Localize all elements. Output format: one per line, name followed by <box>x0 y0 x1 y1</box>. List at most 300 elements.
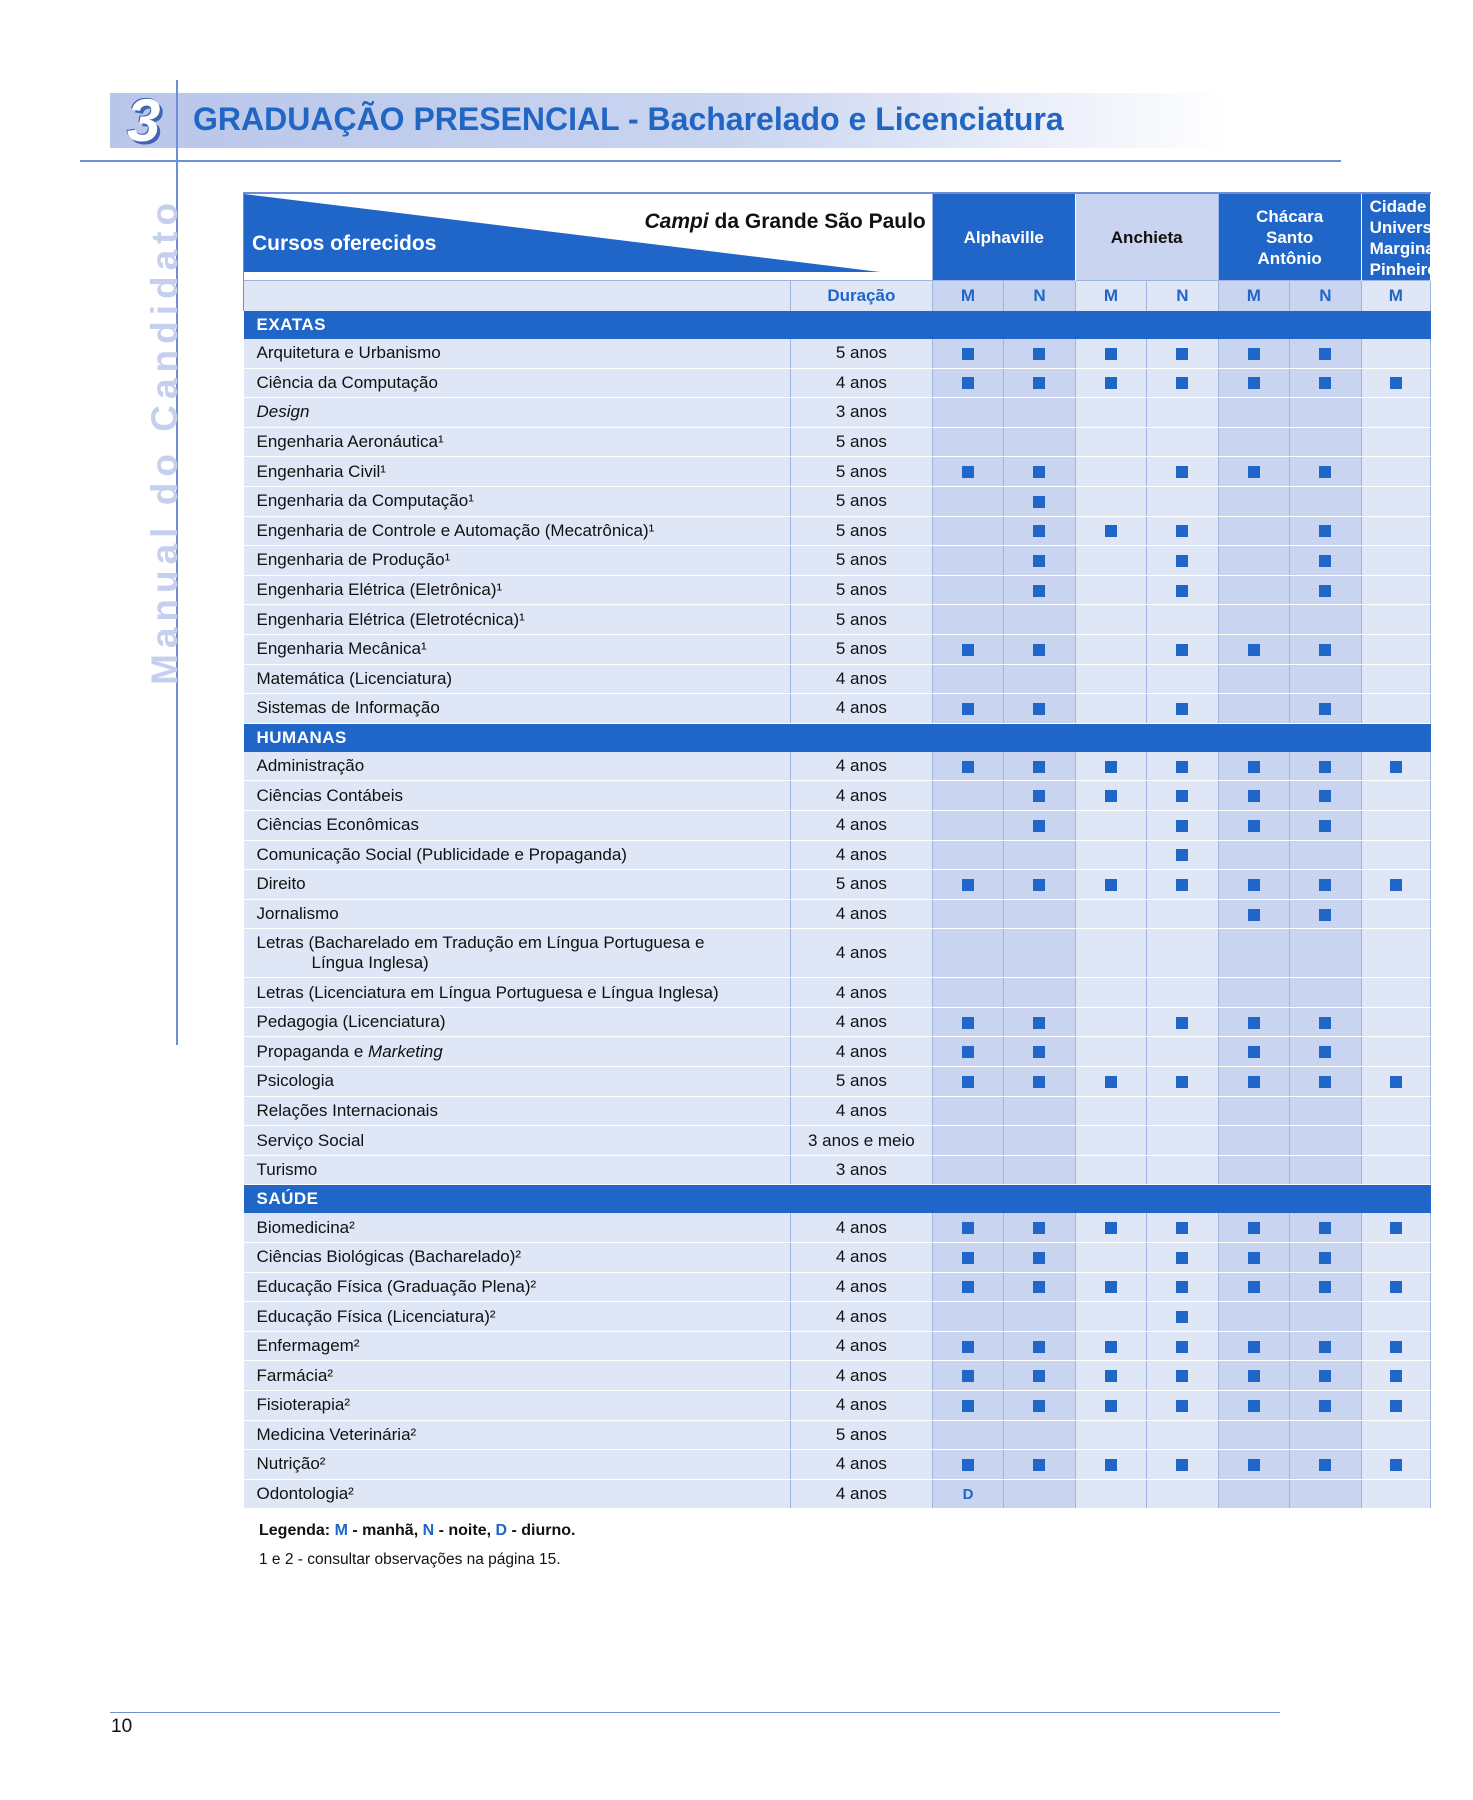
shift-cell <box>1361 398 1430 428</box>
shift-cell <box>1218 1331 1289 1361</box>
offered-marker-icon <box>1105 761 1117 773</box>
shift-cell <box>1218 486 1289 516</box>
course-name: Psicologia <box>256 1071 334 1091</box>
offered-marker-icon <box>1105 1076 1117 1088</box>
courses-offered-label: Cursos oferecidos <box>252 232 437 255</box>
offered-marker-icon <box>962 466 974 478</box>
course-name-cell <box>244 605 791 635</box>
shift-cell <box>1147 1331 1218 1361</box>
course-name-cell <box>244 1067 791 1097</box>
course-name-cell <box>244 870 791 900</box>
shift-cell <box>1218 899 1289 929</box>
shift-cell <box>1218 929 1289 978</box>
offered-marker-icon <box>1105 1459 1117 1471</box>
shift-cell <box>932 694 1003 724</box>
shift-cell <box>1075 368 1146 398</box>
offered-marker-icon <box>1176 348 1188 360</box>
legend-m-text: - manhã, <box>347 1522 423 1539</box>
shift-cell <box>1004 899 1075 929</box>
table-row <box>244 1331 1431 1361</box>
footer-divider <box>110 1712 1280 1713</box>
duration-cell: 5 anos <box>790 486 932 516</box>
table-row <box>244 752 1431 781</box>
shift-cell <box>1361 1479 1430 1509</box>
offered-marker-icon <box>962 1281 974 1293</box>
shift-cell <box>932 1155 1003 1185</box>
course-name: Engenharia de Produção¹ <box>256 550 451 570</box>
duration-cell: 4 anos <box>790 752 932 781</box>
shift-cell <box>1075 810 1146 840</box>
offered-marker-icon <box>1319 909 1331 921</box>
offered-marker-icon <box>962 1341 974 1353</box>
shift-cell <box>1004 1479 1075 1509</box>
shift-cell <box>1290 1420 1361 1450</box>
shift-cell <box>1147 752 1218 781</box>
shift-cell <box>932 339 1003 368</box>
offered-marker-icon <box>962 644 974 656</box>
shift-cell <box>932 398 1003 428</box>
shift-cell <box>932 605 1003 635</box>
table-row <box>244 1272 1431 1302</box>
shift-cell <box>1290 427 1361 457</box>
duration-cell: 4 anos <box>790 664 932 694</box>
table-row <box>244 1243 1431 1273</box>
shift-cell <box>932 929 1003 978</box>
shift-cell <box>932 1243 1003 1273</box>
offered-marker-icon <box>1319 1076 1331 1088</box>
legend-label: Legenda: <box>259 1522 331 1539</box>
shift-cell <box>1075 605 1146 635</box>
shift-cell <box>1075 546 1146 576</box>
offered-marker-icon <box>1033 1252 1045 1264</box>
offered-marker-icon <box>962 1459 974 1471</box>
shift-cell <box>1361 978 1430 1008</box>
shift-cell <box>1147 781 1218 811</box>
course-name-cell <box>244 1126 791 1156</box>
duration-cell: 5 anos <box>790 634 932 664</box>
duration-cell: 4 anos <box>790 1272 932 1302</box>
duration-cell: 4 anos <box>790 368 932 398</box>
course-name: Ciência da Computação <box>256 372 438 392</box>
campus-cidade-line: Marginal <box>1369 239 1440 258</box>
shift-cell <box>1361 1213 1430 1242</box>
table-row <box>244 1361 1431 1391</box>
shift-cell <box>1290 694 1361 724</box>
offered-marker-icon <box>962 879 974 891</box>
shift-cell <box>1290 929 1361 978</box>
offered-marker-icon <box>1176 555 1188 567</box>
offered-marker-icon <box>1105 879 1117 891</box>
shift-cell <box>932 1331 1003 1361</box>
campus-header-alphaville: Alphaville <box>932 193 1075 281</box>
shift-cell <box>932 1037 1003 1067</box>
offered-marker-icon <box>1390 1400 1402 1412</box>
shift-cell <box>1361 1302 1430 1332</box>
shift-cell <box>1290 1067 1361 1097</box>
offered-marker-icon <box>1248 1252 1260 1264</box>
course-name-cell <box>244 810 791 840</box>
shift-cell <box>1004 752 1075 781</box>
shift-cell <box>1218 840 1289 870</box>
shift-cell <box>932 1450 1003 1480</box>
shift-cell <box>1147 516 1218 546</box>
sidebar-label-text: Manual do Candidato <box>144 196 185 685</box>
course-name-cell <box>244 1213 791 1242</box>
shift-cell <box>1075 1213 1146 1242</box>
shift-cell <box>1290 899 1361 929</box>
course-name-cell <box>244 486 791 516</box>
shift-cell <box>1361 1155 1430 1185</box>
shift-cell <box>932 840 1003 870</box>
offered-marker-icon <box>1176 849 1188 861</box>
campus-header-cidade-universitaria <box>1361 193 1473 281</box>
shift-cell <box>1147 1213 1218 1242</box>
course-name-cell <box>244 752 791 781</box>
offered-marker-icon <box>1105 1341 1117 1353</box>
duration-cell: 5 anos <box>790 605 932 635</box>
offered-marker-icon <box>1033 1400 1045 1412</box>
duration-cell: 5 anos <box>790 339 932 368</box>
course-name-cell <box>244 1420 791 1450</box>
offered-marker-icon <box>962 1076 974 1088</box>
shift-cell <box>1004 1420 1075 1450</box>
offered-marker-icon <box>1033 1017 1045 1029</box>
offered-marker-icon <box>1390 1341 1402 1353</box>
offered-marker-icon <box>1248 1400 1260 1412</box>
shift-cell <box>1075 664 1146 694</box>
course-name-cell <box>244 1272 791 1302</box>
offered-marker-icon <box>1105 790 1117 802</box>
offered-marker-icon <box>1176 1281 1188 1293</box>
shift-cell <box>1290 1126 1361 1156</box>
shift-cell <box>932 486 1003 516</box>
shift-cell <box>1361 634 1430 664</box>
duration-cell: 4 anos <box>790 899 932 929</box>
courses-table-wrapper <box>243 192 1473 1509</box>
shift-cell <box>1004 605 1075 635</box>
table-row <box>244 1067 1431 1097</box>
offered-marker-icon <box>1248 820 1260 832</box>
shift-cell <box>932 978 1003 1008</box>
offered-marker-icon <box>1033 585 1045 597</box>
table-row <box>244 1450 1431 1480</box>
duration-cell: 4 anos <box>790 1096 932 1126</box>
offered-marker-icon <box>1033 1046 1045 1058</box>
offered-marker-icon <box>1248 1017 1260 1029</box>
table-row <box>244 1420 1431 1450</box>
shift-cell <box>1075 1331 1146 1361</box>
duration-header: Duração <box>790 281 932 312</box>
shift-cell <box>1361 427 1430 457</box>
section-number: 3 <box>127 87 161 154</box>
shift-cell <box>1361 1272 1430 1302</box>
shift-cell <box>1290 1007 1361 1037</box>
shift-cell <box>1004 1155 1075 1185</box>
duration-cell: 5 anos <box>790 870 932 900</box>
sidebar-label <box>145 185 185 685</box>
shift-cell <box>1004 516 1075 546</box>
shift-cell <box>1218 605 1289 635</box>
offered-marker-icon <box>1390 761 1402 773</box>
offered-marker-icon <box>1033 377 1045 389</box>
shift-cell <box>1075 1420 1146 1450</box>
shift-cell <box>1290 634 1361 664</box>
shift-cell <box>1147 634 1218 664</box>
shift-cell <box>1075 575 1146 605</box>
offered-marker-icon <box>962 703 974 715</box>
shift-cell <box>1290 486 1361 516</box>
shift-cell <box>1361 1361 1430 1391</box>
shift-cell <box>1004 457 1075 487</box>
offered-marker-icon <box>1390 377 1402 389</box>
offered-marker-icon <box>1176 525 1188 537</box>
offered-marker-icon <box>1319 555 1331 567</box>
offered-marker-icon <box>1033 1370 1045 1382</box>
shift-cell <box>1004 546 1075 576</box>
offered-marker-icon <box>1176 703 1188 715</box>
shift-cell <box>1004 870 1075 900</box>
shift-cell <box>1147 929 1218 978</box>
offered-marker-icon <box>962 1017 974 1029</box>
shift-header: M <box>1361 281 1430 312</box>
offered-marker-icon <box>1390 1076 1402 1088</box>
shift-cell <box>1075 694 1146 724</box>
shift-cell <box>932 1391 1003 1421</box>
shift-cell <box>1290 457 1361 487</box>
shift-cell <box>1147 899 1218 929</box>
shift-cell <box>1147 1302 1218 1332</box>
course-name: Engenharia Aeronáutica¹ <box>256 432 444 452</box>
shift-cell <box>1075 752 1146 781</box>
shift-cell <box>1218 1096 1289 1126</box>
shift-cell <box>1075 1067 1146 1097</box>
page-number: 10 <box>111 1716 133 1737</box>
shift-cell <box>1147 810 1218 840</box>
table-corner-header <box>244 193 933 281</box>
shift-cell <box>1290 1302 1361 1332</box>
section-header-row <box>244 723 1431 752</box>
table-header-shifts <box>244 281 1431 312</box>
section-header-row <box>244 1185 1431 1214</box>
offered-marker-icon <box>1248 1341 1260 1353</box>
legend-m-key: M <box>334 1522 348 1539</box>
table-row <box>244 1302 1431 1332</box>
shift-cell <box>1075 457 1146 487</box>
offered-marker-icon <box>962 1252 974 1264</box>
shift-cell <box>932 1067 1003 1097</box>
shift-cell <box>932 1420 1003 1450</box>
table-row <box>244 840 1431 870</box>
duration-cell: 4 anos <box>790 1213 932 1242</box>
table-row <box>244 1126 1431 1156</box>
shift-cell <box>1218 1272 1289 1302</box>
shift-cell <box>1290 810 1361 840</box>
shift-cell <box>932 1302 1003 1332</box>
offered-marker-icon <box>1319 1341 1331 1353</box>
course-name: Nutrição² <box>256 1454 326 1474</box>
shift-cell <box>1075 1272 1146 1302</box>
shift-cell <box>1290 1361 1361 1391</box>
offered-marker-icon <box>1319 377 1331 389</box>
shift-header: N <box>1147 281 1218 312</box>
shift-cell <box>1361 516 1430 546</box>
duration-cell: 4 anos <box>790 978 932 1008</box>
duration-cell: 4 anos <box>790 1479 932 1509</box>
shift-cell <box>1075 1243 1146 1273</box>
course-name: Engenharia da Computação¹ <box>256 491 474 511</box>
course-name: Educação Física (Licenciatura)² <box>256 1306 496 1326</box>
offered-marker-icon <box>1319 1281 1331 1293</box>
shift-cell <box>1004 368 1075 398</box>
shift-cell <box>1075 1155 1146 1185</box>
shift-cell <box>1218 634 1289 664</box>
duration-cell: 4 anos <box>790 1331 932 1361</box>
shift-cell <box>1218 339 1289 368</box>
shift-cell <box>1147 840 1218 870</box>
shift-cell <box>932 575 1003 605</box>
table-row <box>244 368 1431 398</box>
shift-cell <box>1004 840 1075 870</box>
course-name: Design <box>256 402 310 422</box>
course-name-cell <box>244 781 791 811</box>
shift-cell <box>1218 1361 1289 1391</box>
shift-cell <box>932 368 1003 398</box>
shift-cell <box>1147 339 1218 368</box>
shift-cell <box>1290 546 1361 576</box>
shift-cell <box>1290 575 1361 605</box>
course-name-cell <box>244 1391 791 1421</box>
shift-cell <box>1218 1126 1289 1156</box>
shift-cell <box>1147 978 1218 1008</box>
duration-cell: 4 anos <box>790 1361 932 1391</box>
shift-cell <box>932 1213 1003 1242</box>
offered-marker-icon <box>1390 1459 1402 1471</box>
duration-cell: 5 anos <box>790 1420 932 1450</box>
shift-cell <box>1075 1391 1146 1421</box>
course-name: Administração <box>256 756 365 776</box>
shift-cell <box>1290 398 1361 428</box>
shift-cell <box>1147 398 1218 428</box>
offered-marker-icon <box>1319 525 1331 537</box>
shift-cell <box>932 664 1003 694</box>
table-row <box>244 339 1431 368</box>
shift-cell <box>1290 1213 1361 1242</box>
offered-marker-icon <box>962 1400 974 1412</box>
course-name: Letras (Licenciatura em Língua Portuguesa e Língua Inglesa) <box>256 982 719 1002</box>
course-name: Ciências Biológicas (Bacharelado)² <box>256 1247 522 1267</box>
shift-cell <box>1290 339 1361 368</box>
shift-cell <box>1218 1037 1289 1067</box>
shift-cell <box>1147 1067 1218 1097</box>
shift-cell <box>1147 664 1218 694</box>
offered-marker-icon <box>962 1046 974 1058</box>
shift-cell <box>1361 1450 1430 1480</box>
legend-d-text: - diurno. <box>507 1522 576 1539</box>
course-name: Ciências Contábeis <box>256 785 403 805</box>
course-name: Educação Física (Graduação Plena)² <box>256 1276 537 1296</box>
shift-cell <box>1218 575 1289 605</box>
offered-marker-icon <box>1176 377 1188 389</box>
shift-cell <box>1218 978 1289 1008</box>
offered-marker-icon <box>1176 1076 1188 1088</box>
course-name-cell <box>244 694 791 724</box>
shift-cell <box>1361 1067 1430 1097</box>
offered-marker-icon <box>1176 1252 1188 1264</box>
course-name: Enfermagem² <box>256 1336 360 1356</box>
shift-cell <box>1147 486 1218 516</box>
table-row <box>244 899 1431 929</box>
offered-marker-icon <box>1105 348 1117 360</box>
shift-cell <box>1004 664 1075 694</box>
shift-cell <box>1218 457 1289 487</box>
duration-cell: 5 anos <box>790 575 932 605</box>
offered-marker-icon <box>1248 1370 1260 1382</box>
shift-cell <box>932 1479 1003 1509</box>
shift-cell <box>1147 1420 1218 1450</box>
offered-marker-icon <box>1319 1222 1331 1234</box>
shift-cell <box>1361 1243 1430 1273</box>
shift-cell <box>1075 840 1146 870</box>
shift-cell <box>932 1361 1003 1391</box>
shift-cell <box>1075 781 1146 811</box>
duration-cell: 4 anos <box>790 1037 932 1067</box>
shift-cell <box>1004 1272 1075 1302</box>
offered-marker-icon <box>1176 1341 1188 1353</box>
offered-marker-icon <box>1033 1076 1045 1088</box>
duration-cell: 5 anos <box>790 546 932 576</box>
footnote: 1 e 2 - consultar observações na página 15. <box>259 1551 561 1568</box>
table-row <box>244 1391 1431 1421</box>
offered-marker-icon <box>962 761 974 773</box>
shift-cell <box>1004 634 1075 664</box>
shift-cell <box>1075 339 1146 368</box>
course-name: Engenharia Mecânica¹ <box>256 639 427 659</box>
shift-cell <box>1361 810 1430 840</box>
course-name-cell <box>244 427 791 457</box>
shift-cell <box>1218 368 1289 398</box>
table-row <box>244 546 1431 576</box>
shift-cell <box>932 1007 1003 1037</box>
course-name: Odontologia² <box>256 1484 354 1504</box>
offered-marker-icon <box>1176 790 1188 802</box>
table-row <box>244 427 1431 457</box>
course-name: Engenharia Elétrica (Eletrônica)¹ <box>256 580 503 600</box>
course-name: Fisioterapia² <box>256 1395 351 1415</box>
shift-cell <box>1290 605 1361 635</box>
offered-marker-icon <box>1176 466 1188 478</box>
shift-cell <box>1361 752 1430 781</box>
legend <box>259 1522 575 1540</box>
duration-cell: 3 anos e meio <box>790 1126 932 1156</box>
shift-cell <box>1218 1067 1289 1097</box>
shift-cell <box>1361 840 1430 870</box>
offered-marker-icon <box>1033 790 1045 802</box>
offered-marker-icon <box>1033 1281 1045 1293</box>
offered-marker-icon <box>1176 1311 1188 1323</box>
shift-cell <box>1075 1126 1146 1156</box>
shift-cell <box>1361 929 1430 978</box>
shift-cell <box>1361 664 1430 694</box>
course-name-cell <box>244 840 791 870</box>
shift-cell <box>1147 1037 1218 1067</box>
shift-cell <box>1004 1243 1075 1273</box>
offered-marker-icon <box>1390 879 1402 891</box>
offered-marker-icon <box>1319 1017 1331 1029</box>
course-name-cell <box>244 1479 791 1509</box>
shift-cell <box>1361 870 1430 900</box>
course-name: Direito <box>256 874 306 894</box>
table-row <box>244 575 1431 605</box>
